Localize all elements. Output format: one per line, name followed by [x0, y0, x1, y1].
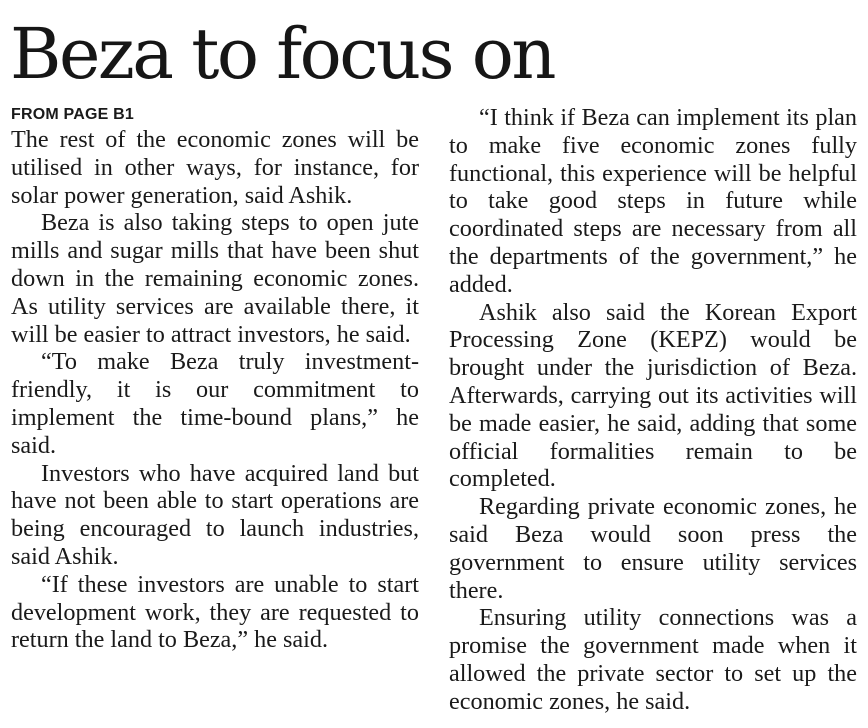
jump-line: FROM PAGE B1: [11, 106, 135, 123]
paragraph: Beza is also taking steps to open jute mills and sugar mills that have been shut down in the remaining economic zones. As utility services are available there, it will be easier to attract investors, he said.: [11, 209, 419, 348]
paragraph: “I think if Beza can implement its plan to make five economic zones fully functional, this experience will be helpful to take good steps in future while coordinated steps are necessary from all the departments of the government,” he added.: [449, 104, 857, 298]
paragraph: Ashik also said the Korean Export Processing Zone (KEPZ) would be brought under the jurisdiction of Beza. Afterwards, carrying out its activities will be made easier, he said, adding that some official formalities remain to be completed.: [449, 298, 857, 493]
paragraph: The rest of the economic zones will be utilised in other ways, for instance, for solar power generation, said Ashik.: [11, 126, 419, 209]
paragraph: Investors who have acquired land but have not been able to start operations are being encouraged to launch industries, said Ashik.: [11, 459, 419, 570]
article-column-right: [449, 104, 857, 716]
paragraph: “If these investors are unable to start development work, they are requested to return the land to Beza,” he said.: [11, 570, 419, 654]
paragraph: Ensuring utility connections was a promise the government made when it allowed the private sector to set up the economic zones, he said.: [449, 604, 857, 715]
paragraph: Regarding private economic zones, he said Beza would soon press the government to ensure utility services there.: [449, 493, 857, 604]
article-column-left: [11, 104, 419, 654]
headline: Beza to focus on: [10, 13, 554, 95]
paragraph: “To make Beza truly investment-friendly, it is our commitment to implement the time-bound plans,” he said.: [11, 348, 419, 459]
